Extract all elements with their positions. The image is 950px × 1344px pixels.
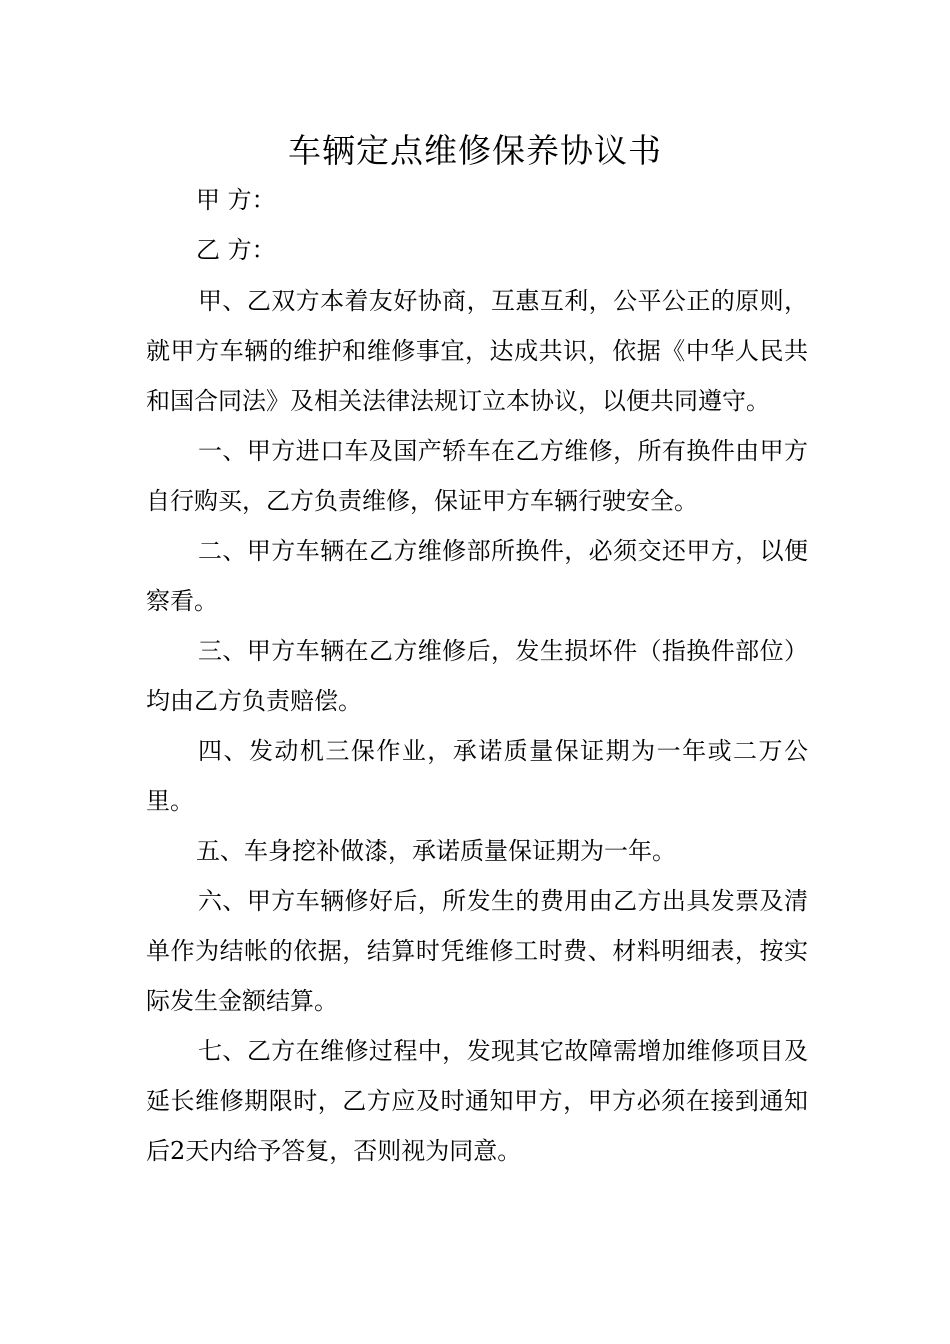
document-body: [146, 276, 808, 1176]
preamble-paragraph: 甲、乙双方本着友好协商，互惠互利，公平公正的原则，就甲方车辆的维护和维修事宜，达成共识，依据《中华人民共和国合同法》及相关法律法规订立本协议，以便共同遵守。: [146, 287, 808, 415]
party-a-label: 甲 方：: [196, 186, 276, 214]
party-b-label: 乙 方：: [196, 236, 276, 264]
clause-3: 三、甲方车辆在乙方维修后，发生损坏件（指换件部位）均由乙方负责赔偿。: [146, 637, 808, 715]
clause-7: 七、乙方在维修过程中，发现其它故障需增加维修项目及延长维修期限时，乙方应及时通知甲方，甲方必须在接到通知后2天内给予答复，否则视为同意。: [146, 1037, 808, 1165]
clause-5: 五、车身挖补做漆，承诺质量保证期为一年。: [196, 837, 676, 865]
clause-6: 六、甲方车辆修好后，所发生的费用由乙方出具发票及清单作为结帐的依据，结算时凭维修工时费、材料明细表，按实际发生金额结算。: [146, 887, 808, 1015]
clause-4: 四、发动机三保作业，承诺质量保证期为一年或二万公里。: [146, 737, 808, 815]
document-title: 车辆定点维修保养协议书: [288, 131, 662, 170]
clause-2: 二、甲方车辆在乙方维修部所换件，必须交还甲方，以便察看。: [146, 537, 808, 615]
clause-1: 一、甲方进口车及国产轿车在乙方维修，所有换件由甲方自行购买，乙方负责维修，保证甲方车辆行驶安全。: [146, 437, 808, 515]
